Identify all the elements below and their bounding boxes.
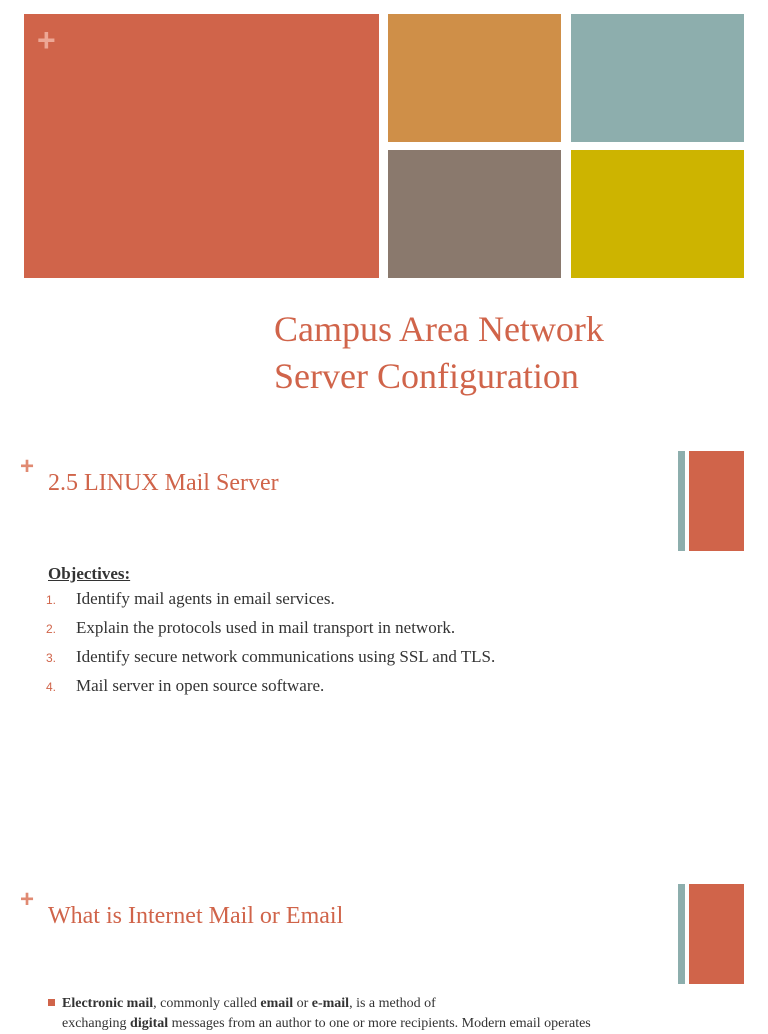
list-item: 1. Identify mail agents in email services. (46, 589, 335, 608)
slide-heading-email: What is Internet Mail or Email (48, 903, 344, 929)
plus-icon: + (20, 886, 35, 913)
presentation-title (274, 306, 604, 400)
title-tile-teal (571, 14, 744, 142)
list-item: 3. Identify secure network communications using SSL and TLS. (46, 647, 496, 666)
accent-bar-teal (678, 884, 685, 984)
accent-bar-red (689, 451, 744, 551)
title-tile-taupe (388, 150, 561, 278)
accent-bar-red (689, 884, 744, 984)
list-item: 2. Explain the protocols used in mail transport in network. (46, 618, 456, 637)
bullet-text: Electronic mail, commonly called email or e-mail, is a method of exchanging digital messages from an author to one or more recipients. Modern email operates (62, 996, 591, 1031)
plus-icon: + (37, 22, 56, 58)
objectives-list (46, 589, 495, 705)
title-line-1: Campus Area Network (274, 309, 604, 349)
plus-icon: + (20, 453, 35, 480)
objectives-label: Objectives: (48, 564, 131, 583)
accent-bar-teal (678, 451, 685, 551)
list-item: 4. Mail server in open source software. (46, 676, 325, 695)
bullet-square-icon (48, 999, 55, 1006)
title-tile-orange (388, 14, 561, 142)
title-tile-red (24, 14, 379, 278)
slide-heading-mail-server: 2.5 LINUX Mail Server (48, 470, 279, 496)
title-tile-mustard (571, 150, 744, 278)
title-line-2: Server Configuration (274, 356, 579, 396)
